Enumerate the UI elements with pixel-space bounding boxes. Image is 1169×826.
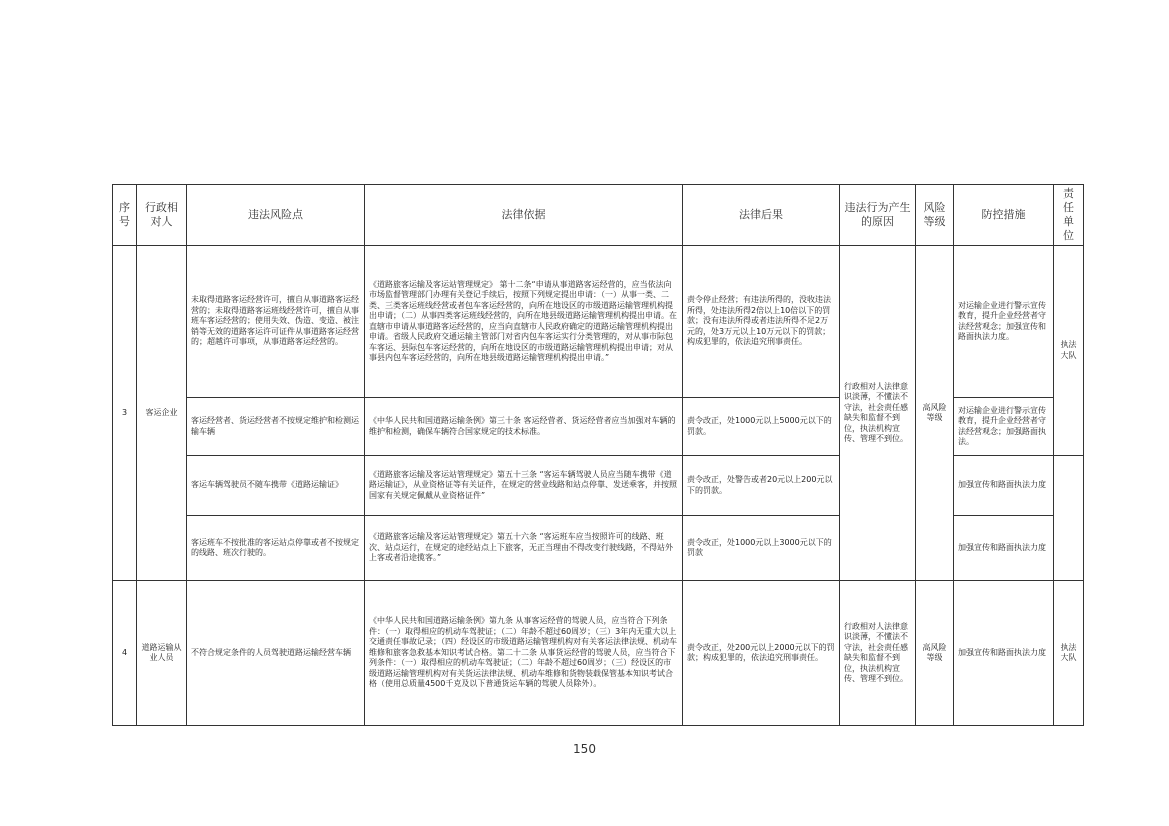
legal-basis-cell: 《中华人民共和国道路运输条例》第三十条 客运经营者、货运经营者应当加强对车辆的维护和检测，确保车辆符合国家规定的技术标准。 — [365, 398, 683, 456]
legal-basis-cell: 《道路旅客运输及客运站管理规定》第五十六条 “客运班车应当按照许可的线路、班次、站点运行，在规定的途经站点上下旅客，无正当理由不得改变行驶线路，不得站外上客或者沿途揽客。” — [365, 516, 683, 581]
risk-point-cell: 不符合规定条件的人员驾驶道路运输经营车辆 — [187, 581, 365, 726]
consequence-cell: 责令改正，处1000元以上5000元以下的罚款。 — [683, 398, 840, 456]
table-row — [113, 246, 1084, 398]
risk-point-cell: 客运班车不按批准的客运站点停靠或者不按规定的线路、班次行驶的。 — [187, 516, 365, 581]
cause-cell: 行政相对人法律意识淡薄，不懂法不守法，社会责任感缺失和监督不到位，执法机构宣传、管理不到位。 — [840, 246, 916, 581]
legal-basis-cell: 《中华人民共和国道路运输条例》第九条 从事客运经营的驾驶人员，应当符合下列条件：（一）取得相应的机动车驾驶证；（二）年龄不超过60周岁；（三）3年内无重大以上交通责任事故记录；（四）经设区的市级道路运输管理机构对有关客运法律法规、机动车维修和旅客急救基本知识考试合格。第二十二条 从事货运经营的驾驶人员，应当符合下列条件：（一）取得相应的机动车驾驶证；（二）年龄不超过60周岁；（三）经设区的市级道路运输管理机构对有关货运法律法规、机动车维修和货物装载保管基本知识考试合格（使用总质量4500千克及以下普通货运车辆的驾驶人员除外）。 — [365, 581, 683, 726]
header-subject: 行政相对人 — [137, 185, 187, 246]
header-basis: 法律依据 — [365, 185, 683, 246]
table-row — [113, 581, 1084, 726]
risk-level-cell: 高风险等级 — [916, 246, 954, 581]
row-number: 3 — [113, 246, 137, 581]
header-cause: 违法行为产生的原因 — [840, 185, 916, 246]
consequence-cell: 责令改正，处200元以上2000元以下的罚款；构成犯罪的，依法追究刑事责任。 — [683, 581, 840, 726]
risk-point-cell: 客运车辆驾驶员不随车携带《道路运输证》 — [187, 456, 365, 516]
consequence-cell: 责令停止经营；有违法所得的，没收违法所得，处违法所得2倍以上10倍以下的罚款；没有违法所得或者违法所得不足2万元的，处3万元以上10万元以下的罚款；构成犯罪的，依法追究刑事责任。 — [683, 246, 840, 398]
table-header-row — [113, 185, 1084, 246]
legal-basis-cell: 《道路旅客运输及客运站管理规定》第五十三条 “客运车辆驾驶人员应当随车携带《道路运输证》，从业资格证等有关证件，在规定的营业线路和站点停靠、发送乘客，并按照国家有关规定佩戴从业资格证件” — [365, 456, 683, 516]
responsible-unit-cell: 执法大队 — [1054, 581, 1084, 726]
legal-basis-cell: 《道路旅客运输及客运站管理规定》 第十二条“申请从事道路客运经营的，应当依法向市场监督管理部门办理有关登记手续后，按照下列规定提出申请：（一）从事一类、二类、三类客运班线经营或者包车客运经营的，向所在地设区的市级道路运输管理机构提出申请；（二）从事四类客运班线经营的，向所在地县级道路运输管理机构提出申请。在直辖市申请从事道路客运经营的，应当向直辖市人民政府确定的道路运输管理机构提出申请。省级人民政府交通运输主管部门对省内包车客运实行分类管理的，对从事市际包车客运、县际包车客运经营的，向所在地设区的市级道路运输管理机构提出申请；对从事县内包车客运经营的，向所在地县级道路运输管理机构提出申请。” — [365, 246, 683, 398]
header-consequence: 法律后果 — [683, 185, 840, 246]
header-unit: 责任单位 — [1054, 185, 1084, 246]
risk-level-cell: 高风险等级 — [916, 581, 954, 726]
header-risk-point: 违法风险点 — [187, 185, 365, 246]
cause-cell: 行政相对人法律意识淡薄，不懂法不守法，社会责任感缺失和监督不到位，执法机构宣传、管理不到位。 — [840, 581, 916, 726]
page-number: 150 — [573, 742, 596, 756]
header-no: 序号 — [113, 185, 137, 246]
measures-cell: 对运输企业进行警示宣传教育，提升企业经营者守法经营观念；加强路面执法。 — [954, 398, 1054, 456]
risk-control-table — [112, 184, 1084, 726]
header-level: 风险等级 — [916, 185, 954, 246]
consequence-cell: 责令改正，处警告或者20元以上200元以下的罚款。 — [683, 456, 840, 516]
measures-cell: 加强宣传和路面执法力度 — [954, 456, 1054, 516]
header-measures: 防控措施 — [954, 185, 1054, 246]
risk-point-cell: 客运经营者、货运经营者不按规定维护和检测运输车辆 — [187, 398, 365, 456]
risk-point-cell: 未取得道路客运经营许可，擅自从事道路客运经营的；未取得道路客运班线经营许可，擅自从事班车客运经营的；使用失效、伪造、变造、被注销等无效的道路客运许可证件从事道路客运经营的；超越许可事项，从事道路客运经营的。 — [187, 246, 365, 398]
measures-cell: 加强宣传和路面执法力度 — [954, 581, 1054, 726]
consequence-cell: 责令改正，处1000元以上3000元以下的罚款 — [683, 516, 840, 581]
measures-cell: 加强宣传和路面执法力度 — [954, 516, 1054, 581]
row-subject: 道路运输从业人员 — [137, 581, 187, 726]
row-subject: 客运企业 — [137, 246, 187, 581]
responsible-unit-cell: 执法大队 — [1054, 246, 1084, 456]
row-number: 4 — [113, 581, 137, 726]
responsible-unit-cell-empty — [1054, 456, 1084, 581]
measures-cell: 对运输企业进行警示宣传教育，提升企业经营者守法经营观念；加强宣传和路面执法力度。 — [954, 246, 1054, 398]
